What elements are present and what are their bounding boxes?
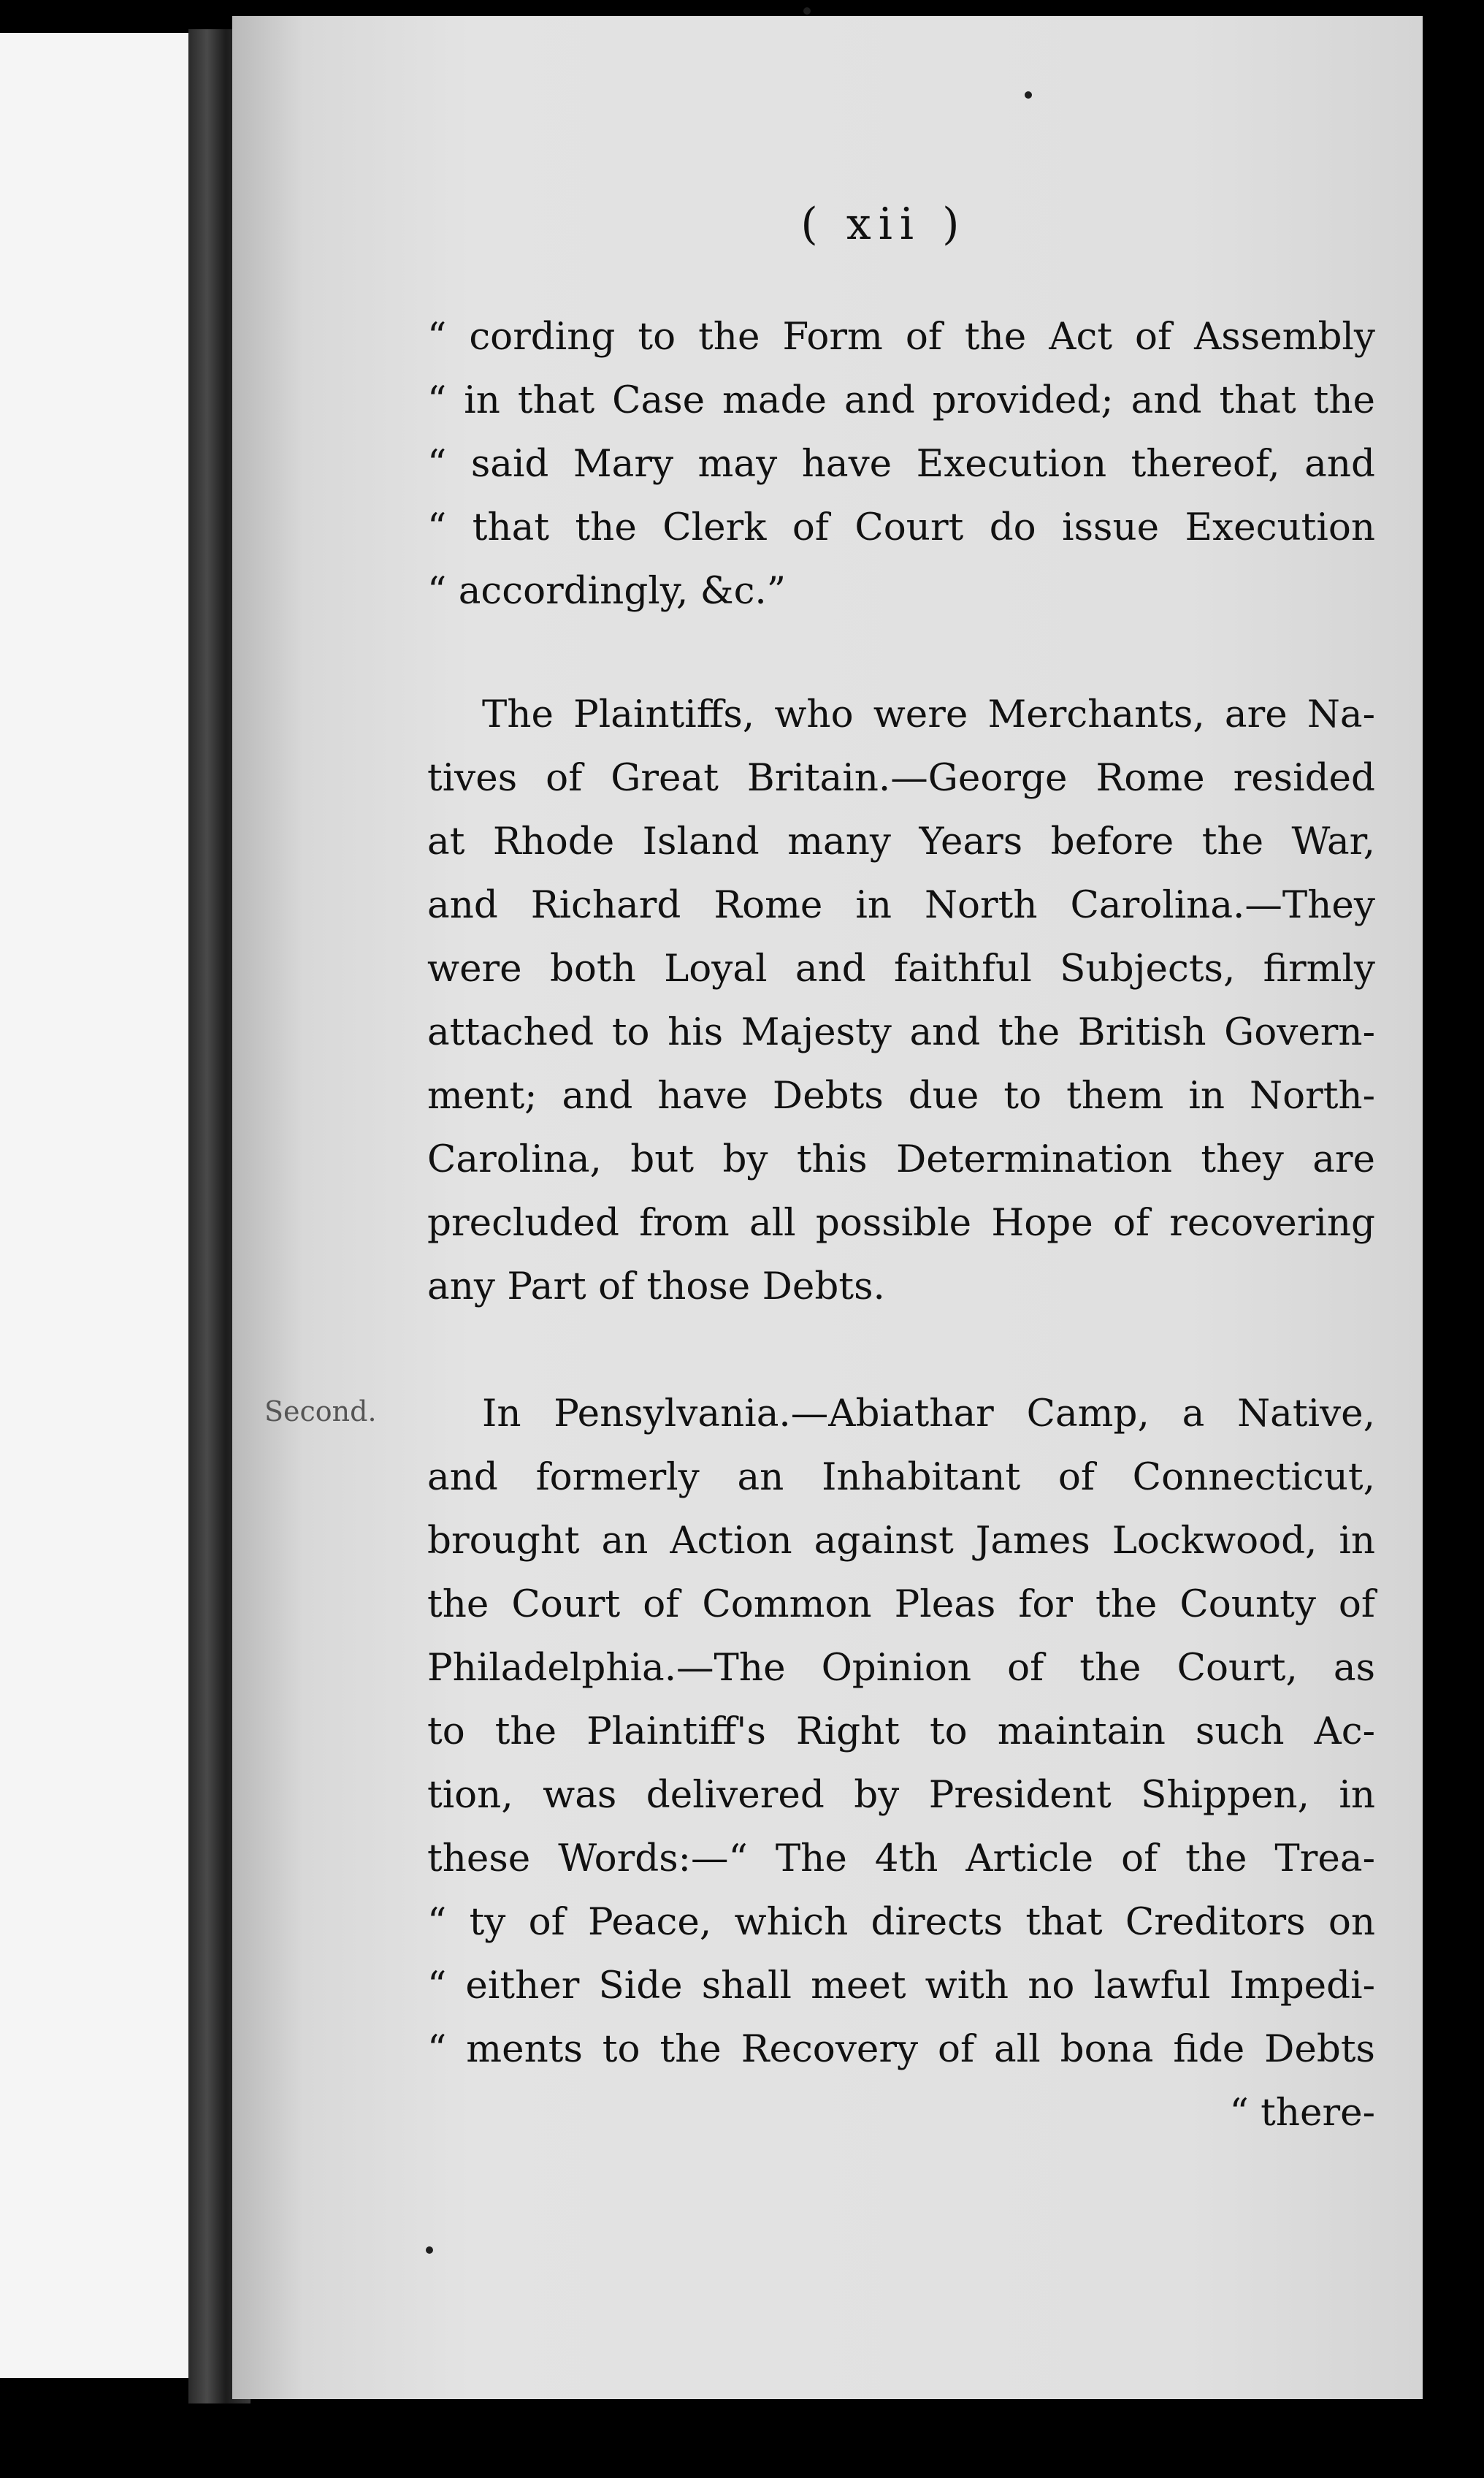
text-line: tion, was delivered by President Shippen, in	[427, 1773, 1375, 1817]
text-line: “ ty of Peace, which directs that Creditors on	[427, 1900, 1375, 1944]
text-line: at Rhode Island many Years before the War,	[427, 820, 1375, 864]
ink-speck	[426, 2246, 433, 2254]
paragraph-1	[427, 305, 1375, 623]
paragraph-3	[427, 1382, 1375, 2145]
text-line: any Part of those Debts.	[427, 1265, 885, 1308]
text-line: were both Loyal and faithful Subjects, firmly	[427, 947, 1375, 991]
text-line: and Richard Rome in North Carolina.—They	[427, 883, 1375, 927]
text-line: to the Plaintiff's Right to maintain such Ac-	[427, 1709, 1375, 1753]
text-line: “ ments to the Recovery of all bona fide Debts	[427, 2027, 1375, 2071]
text-line: “ that the Clerk of Court do issue Execution	[427, 506, 1375, 549]
text-line: and formerly an Inhabitant of Connecticut,	[427, 1455, 1375, 1499]
text-line: The Plaintiffs, who were Merchants, are Na-	[482, 693, 1375, 736]
margin-note: Second.	[264, 1395, 377, 1427]
text-line: Philadelphia.—The Opinion of the Court, as	[427, 1646, 1375, 1690]
text-line: Carolina, but by this Determination they are	[427, 1137, 1375, 1181]
page-number: ( xii )	[800, 199, 967, 250]
catchword: “ there-	[1229, 2091, 1375, 2135]
text-line: precluded from all possible Hope of recovering	[427, 1201, 1375, 1245]
text-line: brought an Action against James Lockwood, in	[427, 1519, 1375, 1563]
paragraph-2	[427, 683, 1375, 1319]
text-line: “ accordingly, &c.”	[427, 569, 787, 613]
text-line: “ either Side shall meet with no lawful Impedi-	[427, 1964, 1375, 2008]
text-line: these Words:—“ The 4th Article of the Trea-	[427, 1837, 1375, 1880]
text-line: “ in that Case made and provided; and that the	[427, 378, 1375, 422]
text-line: In Pensylvania.—Abiathar Camp, a Native,	[482, 1392, 1375, 1436]
ink-speck	[803, 7, 811, 15]
text-line: “ said Mary may have Execution thereof, and	[427, 442, 1375, 486]
text-line: ment; and have Debts due to them in North-	[427, 1074, 1375, 1118]
blank-facing-leaf	[0, 33, 208, 2378]
ink-speck	[1025, 91, 1032, 99]
text-line: attached to his Majesty and the British Govern-	[427, 1010, 1375, 1054]
text-line: the Court of Common Pleas for the County of	[427, 1582, 1375, 1626]
text-line: tives of Great Britain.—George Rome resided	[427, 756, 1375, 800]
text-line: “ cording to the Form of the Act of Assembly	[427, 315, 1375, 359]
